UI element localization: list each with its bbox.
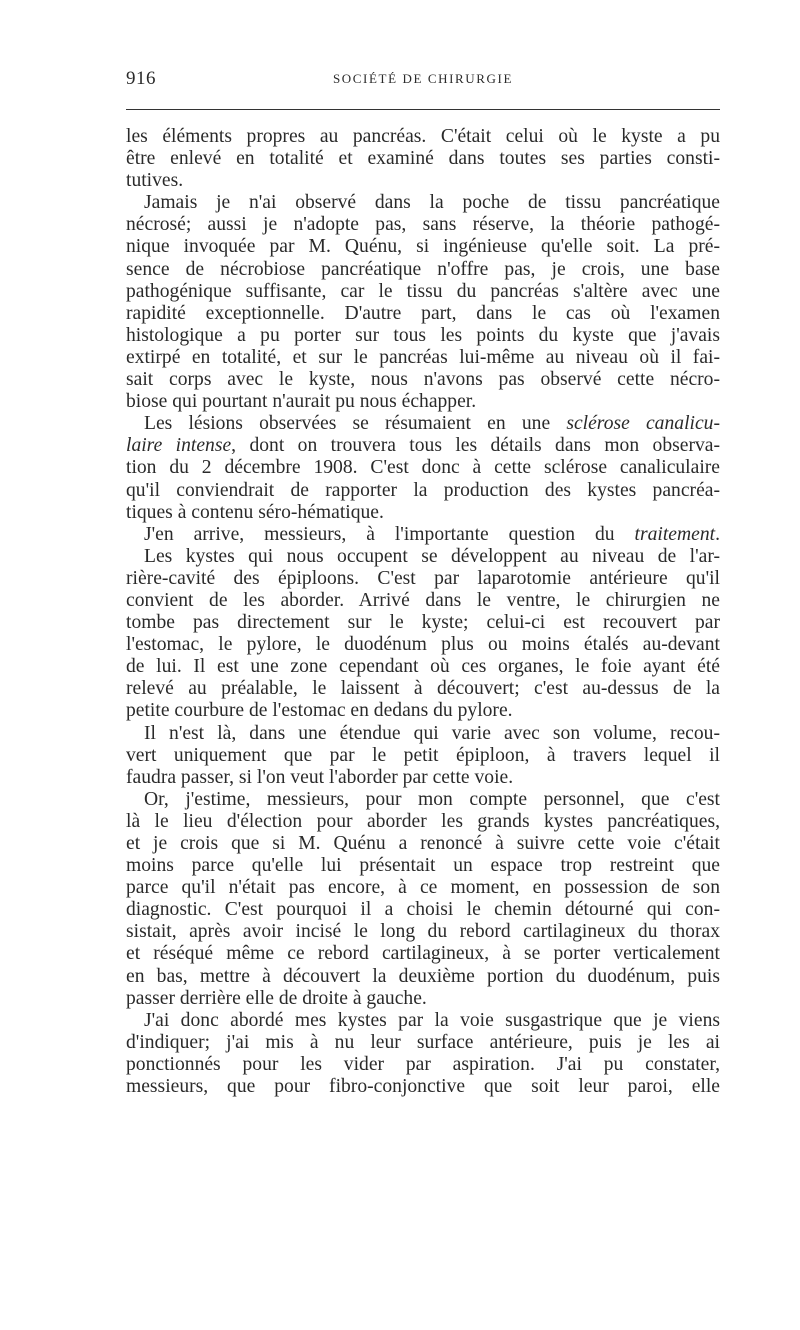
text-line: extirpé en totalité, et sur le pancréas lui-même au niveau où il fai- (126, 346, 720, 368)
text-line: biose qui pourtant n'aurait pu nous échapper. (126, 391, 477, 413)
paragraph (126, 524, 720, 546)
text-line: tiques à contenu séro-hématique. (126, 501, 384, 523)
text-line: petite courbure de l'estomac en dedans du pylore. (126, 700, 513, 722)
text-line: Les lésions observées se résumaient en une sclérose canalicu- (144, 413, 720, 435)
text-line: ponctionnés pour les vider par aspiration. J'ai pu constater, (126, 1053, 720, 1075)
text-line: sence de nécrobiose pancréatique n'offre pas, je crois, une base (126, 258, 720, 280)
paragraph (126, 723, 720, 789)
text-line: sistait, après avoir incisé le long du rebord cartilagineux du thorax (126, 921, 720, 943)
text-line: tutives. (126, 170, 184, 192)
text-line: et réséqué même ce rebord cartilagineux, à se porter verticalement (126, 943, 720, 965)
text-line: l'estomac, le pylore, le duodénum plus ou moins étalés au-devant (126, 634, 720, 656)
text-line: être enlevé en totalité et examiné dans toutes ses parties consti- (126, 148, 720, 170)
text-line: sait corps avec le kyste, nous n'avons pas observé cette nécro- (126, 369, 720, 391)
header-rule (126, 109, 720, 110)
text-line: parce qu'il n'était pas encore, à ce moment, en possession de son (126, 877, 720, 899)
italic-term: traitement (634, 523, 716, 545)
text-line: passer derrière elle de droite à gauche. (126, 987, 427, 1009)
text-line: nécrosé; aussi je n'adopte pas, sans réserve, la théorie pathogé- (126, 214, 720, 236)
page-number: 916 (126, 68, 156, 89)
text-line: en bas, mettre à découvert la deuxième portion du duodénum, puis (126, 965, 720, 987)
paragraph (126, 126, 720, 192)
text-line: moins parce qu'elle lui présentait un espace trop restreint que (126, 855, 720, 877)
paragraph (126, 413, 720, 523)
text-line: rière-cavité des épiploons. C'est par laparotomie antérieure qu'il (126, 567, 720, 589)
text-line: histologique a pu porter sur tous les points du kyste que j'avais (126, 324, 720, 346)
text-line: tion du 2 décembre 1908. C'est donc à cette sclérose canaliculaire (126, 457, 720, 479)
running-head (126, 66, 720, 94)
text-line: tombe pas directement sur le kyste; celui-ci est recouvert par (126, 612, 720, 634)
text-line: diagnostic. C'est pourquoi il a choisi le chemin détourné qui con- (126, 899, 720, 921)
text-line: vert uniquement que par le petit épiploon, à travers lequel il (126, 744, 720, 766)
italic-term: laire intense (126, 435, 232, 457)
text-line: Or, j'estime, messieurs, pour mon compte personnel, que c'est (144, 788, 720, 810)
text-line: et je crois que si M. Quénu a renoncé à suivre cette voie c'était (126, 833, 720, 854)
text-line: Les kystes qui nous occupent se développent au niveau de l'ar- (144, 545, 720, 567)
text-line: J'en arrive, messieurs, à l'importante question du traitement. (144, 523, 720, 545)
paragraph (126, 192, 720, 413)
text-line: pathogénique suffisante, car le tissu du pancréas s'altère avec une (126, 280, 720, 302)
paragraph (126, 546, 720, 723)
text-line: convient de les aborder. Arrivé dans le ventre, le chirurgien ne (126, 589, 720, 611)
text-line: Jamais je n'ai observé dans la poche de tissu pancréatique (144, 192, 720, 214)
paragraph (126, 1010, 720, 1098)
text-line: nique invoquée par M. Quénu, si ingénieuse qu'elle soit. La pré- (126, 236, 720, 258)
text-line: là le lieu d'élection pour aborder les grands kystes pancréatiques, (126, 810, 720, 832)
italic-term: sclérose canalicu- (566, 413, 720, 435)
text-line: rapidité exceptionnelle. D'autre part, dans le cas où l'examen (126, 302, 720, 324)
paragraph (126, 789, 720, 1010)
text-line: faudra passer, si l'on veut l'aborder par cette voie. (126, 766, 514, 788)
text-line: laire intense, dont on trouvera tous les détails dans mon observa- (126, 435, 720, 457)
text-line: Il n'est là, dans une étendue qui varie avec son volume, recou- (144, 722, 720, 744)
body-text (126, 126, 720, 1098)
text-line: de lui. Il est une zone cependant où ces organes, le foie ayant été (126, 656, 720, 678)
text-line: qu'il conviendrait de rapporter la production des kystes pancréa- (126, 479, 720, 501)
text-line: d'indiquer; j'ai mis à nu leur surface antérieure, puis je les ai (126, 1031, 720, 1053)
running-title: SOCIÉTÉ DE CHIRURGIE (332, 71, 514, 86)
text-line: J'ai donc abordé mes kystes par la voie susgastrique que je viens (144, 1009, 720, 1031)
text-line: relevé au préalable, le laissent à découvert; c'est au-dessus de la (126, 678, 720, 700)
text-line: les éléments propres au pancréas. C'était celui où le kyste a pu (126, 126, 720, 147)
text-line: messieurs, que pour fibro-conjonctive que soit leur paroi, elle (126, 1076, 720, 1098)
